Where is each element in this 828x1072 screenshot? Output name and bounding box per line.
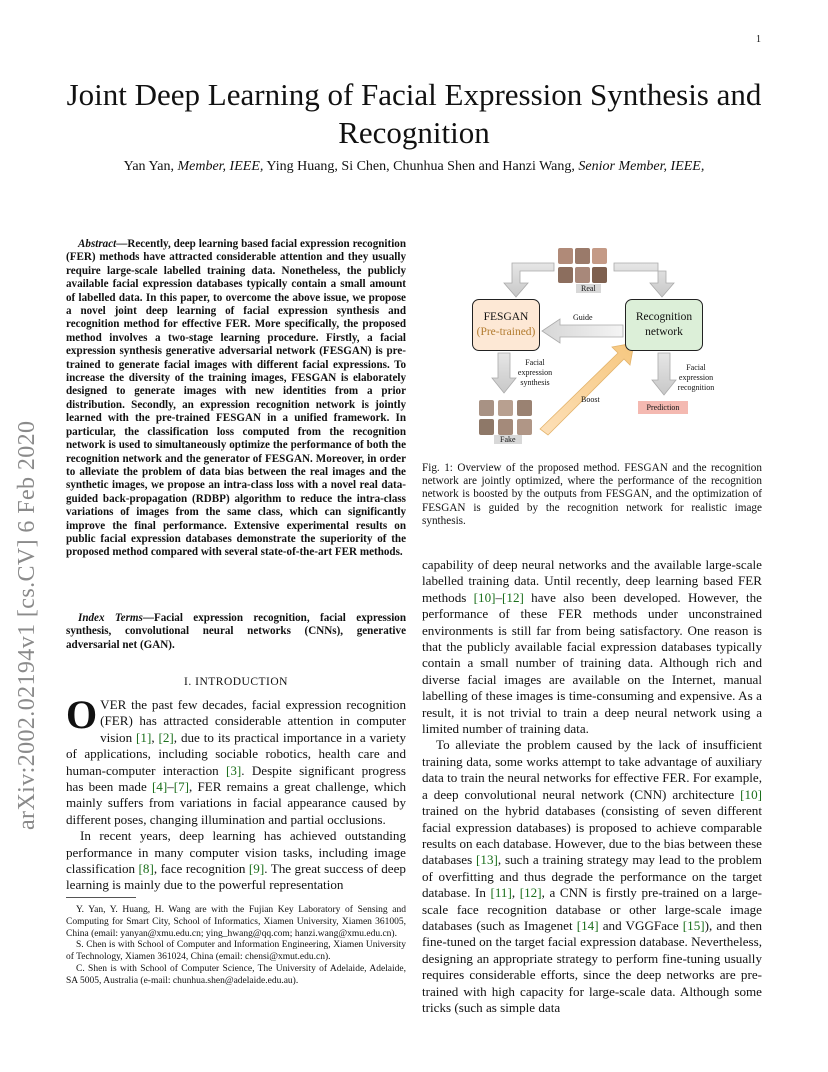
abstract	[66, 238, 406, 560]
introduction-body	[66, 692, 406, 894]
footnotes	[66, 905, 406, 988]
prediction-box: Prediction	[638, 401, 688, 414]
citation-link[interactable]: [4]	[151, 779, 168, 795]
citation-link[interactable]: [8]	[138, 861, 154, 877]
citation-link[interactable]: [13]	[476, 852, 498, 868]
right-paragraph-2: To alleviate the problem caused by the lack of insufficient training data, some works attempt to take advantage of auxiliary data to train the neural networks for effective FER. For example, a deep convolutional neural network (CNN) architecture [10] trained on the hybrid databases (consisting of seven different facial expression databases) is proposed to achieve comparable results on each database. However, due to the bias between these databases [13], such a training strategy may lead to the problem of overfitting and thus degrade the performance on the target database. In [11], [12], a CNN is firstly pre-trained on a large-scale face recognition database or other large-scale image databases (such as Imagenet [14] and VGGFace [15]), and then fine-tuned on the target facial expression database. Nevertheless, designing an appropriate strategy to perform fine-tuning usually requires considerable efforts, since the deep networks are pre-trained with high capacity for large-scale data. Although some tricks (such as simple data	[422, 737, 762, 1015]
real-face-images	[558, 248, 610, 286]
citation-link[interactable]: [3]	[225, 762, 242, 778]
recognition-label: Facial expression recognition	[677, 363, 715, 392]
footnote-2: S. Chen is with School of Computer and Information Engineering, Xiamen University of Technology, Xiamen 361024, China (email: chensi@xmut.edu.cn).	[66, 940, 406, 963]
citation-link[interactable]: [15]	[682, 917, 705, 933]
index-terms-text: —Facial expression recognition, facial expression synthesis, convolutional neural networks (CNNs), generative adversarial net (GAN).	[66, 612, 406, 651]
right-column-body	[422, 557, 762, 1016]
citation-link[interactable]: [11]	[490, 885, 512, 901]
real-label: Real	[576, 284, 601, 293]
abstract-text: —Recently, deep learning based facial expression recognition (FER) methods have attracted considerable attention and they usually require large-scale labelled training data. Nonetheless, the publicly available facial expression databases typically contain a small amount of labelled data. In this paper, to overcome the above issue, we propose a novel joint deep learning of facial expression synthesis and recognition method for effective FER. More specifically, the proposed method involves a two-stage learning procedure. Firstly, a facial expression synthesis generative adversarial network (FESGAN) is pre-trained to generate facial images with different facial expressions. To increase the diversity of the training images, FESGAN is elaborately designed to generate images with new identities from a prior distribution. Secondly, an expression recognition network is jointly learned with the pre-trained FESGAN in a unified framework. In particular, the classification loss computed from the recognition network is used to simultaneously optimize the performance of both the recognition network and the generator of FESGAN. Moreover, in order to alleviate the problem of data bias between the real images and the synthetic images, we propose an intra-class loss with a novel real data-guided back-propagation (RDBP) algorithm to reduce the intra-class variations of images from the same class, which can significantly improve the final performance. Extensive experimental results on public facial expression databases demonstrate the superiority of the proposed method compared with several state-of-the-art FER methods.	[66, 238, 406, 559]
page-number: 1	[756, 34, 761, 45]
section-heading-introduction: I. INTRODUCTION	[184, 676, 288, 688]
recognition-network-box: Recognition network	[625, 299, 703, 351]
figure-caption: Fig. 1: Overview of the proposed method. FESGAN and the recognition network are jointly optimized, where the performance of the recognition network is boosted by the outputs from FESGAN, and the optimization of FESGAN is guided by the recognition network for realistic image synthesis.	[422, 462, 762, 527]
footnote-1: Y. Yan, Y. Huang, H. Wang are with the Fujian Key Laboratory of Sensing and Computing for Smart City, School of Informatics, Xiamen University, Xiamen 361005, China (email: yanyan@xmu.edu.cn; ying_hwang@qq.com; hanzi.wang@xmu.edu.cn).	[66, 905, 406, 939]
fesgan-label: FESGAN	[483, 311, 529, 323]
fake-face-images	[477, 398, 537, 436]
arxiv-watermark: arXiv:2002.02194v1 [cs.CV] 6 Feb 2020	[14, 420, 40, 830]
author-list: Yan Yan, Member, IEEE, Ying Huang, Si Chen, Chunhua Shen and Hanzi Wang, Senior Member, IEEE,	[123, 159, 705, 174]
abstract-label: Abstract	[78, 238, 117, 250]
dropcap: O	[66, 692, 98, 737]
fake-label: Fake	[494, 435, 522, 444]
citation-link[interactable]: [1]	[136, 729, 152, 745]
citation-link[interactable]: [7]	[173, 779, 190, 795]
intro-paragraph-1: OVER the past few decades, facial expression recognition (FER) has attracted considerable attention in computer vision [1], [2], due to its practical importance in a variety of applications, including sociable robotics, health care and human-computer interaction [3]. Despite significant progress has been made [4]–[7], FER remains a great challenge, which mainly suffers from variations in facial appearance caused by different poses, changing illumination and partial occlusions.	[66, 692, 406, 827]
figure-1	[468, 243, 732, 448]
index-terms-label: Index Terms	[78, 612, 143, 624]
citation-link[interactable]: [14]	[576, 917, 599, 933]
citation-link[interactable]: [12]	[502, 589, 524, 605]
synthesis-label: Facial expression synthesis	[517, 358, 553, 387]
citation-link[interactable]: [12]	[519, 885, 542, 901]
guide-label: Guide	[573, 313, 593, 322]
right-paragraph-1: capability of deep neural networks and the available large-scale labelled training data. Until recently, deep learning based FER methods [10]–[12] have also been developed. However, the performance of these FER methods under unconstrained environments is still far from being satisfactory. One reason is that the publicly available facial expression databases typically contain a small number of training data. Although rich and diverse facial images are available on the Internet, manual labelling of these images is time-consuming and expensive. As a result, it is not trivial to train a deep neural network using a limited number of training data.	[422, 557, 762, 737]
citation-link[interactable]: [10]	[473, 589, 496, 605]
index-terms	[66, 612, 406, 652]
footnote-3: C. Shen is with School of Computer Science, The University of Adelaide, Adelaide, SA 5005, Australia (e-mail: chunhua.shen@adelaide.edu.au).	[66, 963, 406, 986]
paper-title: Joint Deep Learning of Facial Expression Synthesis and Recognition	[66, 77, 762, 150]
fesgan-box	[472, 299, 540, 351]
citation-link[interactable]: [10]	[740, 786, 762, 802]
pretrained-label: (Pre-trained)	[476, 326, 536, 338]
citation-link[interactable]: [9]	[248, 861, 265, 877]
boost-label: Boost	[581, 395, 600, 404]
citation-link[interactable]: [2]	[158, 729, 174, 745]
footnote-rule	[66, 897, 136, 898]
intro-paragraph-2: In recent years, deep learning has achieved outstanding performance in many computer vision tasks, including image classification [8], face recognition [9]. The great success of deep learning is mainly due to the powerful representation	[66, 828, 406, 893]
